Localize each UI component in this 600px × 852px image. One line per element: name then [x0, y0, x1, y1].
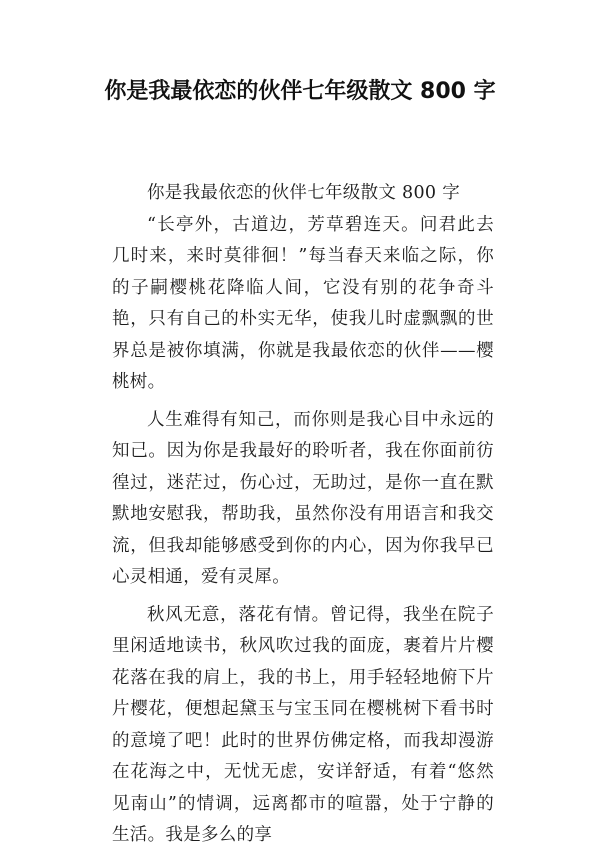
paragraph-3: 秋风无意，落花有情。曾记得，我坐在院子里闲适地读书，秋风吹过我的面庞，裹着片片樱花落在我的肩上，我的书上，用手轻轻地俯下片片樱花，便想起黛玉与宝玉同在樱桃树下看书时的意境了吧！此时的世界仿佛定格，而我却漫游在花海之中，无忧无虑，安详舒适，有着“悠然见南山”的情调，远离都市的喧嚣，处于宁静的生活。我是多么的享 [112, 604, 494, 845]
paragraph-2: 人生难得有知己，而你则是我心目中永远的知己。因为你是我最好的聆听者，我在你面前彷徨过，迷茫过，伤心过，无助过，是你一直在默默地安慰我，帮助我，虽然你没有用语言和我交流，但我却能够感受到你的内心，因为你我早已心灵相通，爱有灵犀。 [112, 409, 494, 587]
document-body [112, 178, 494, 852]
paragraph-1: “长亭外，古道边，芳草碧连天。问君此去几时来，来时莫徘徊！”每当春天来临之际，你的子嗣樱桃花降临人间，它没有别的花争奇斗艳，只有自己的朴实无华，使我儿时虚飘飘的世界总是被你填满，你就是我最依恋的伙伴——樱桃树。 [112, 214, 494, 392]
document-subtitle: 你是我最依恋的伙伴七年级散文 800 字 [147, 183, 461, 203]
document-title: 你是我最依恋的伙伴七年级散文 800 字 [104, 79, 496, 104]
